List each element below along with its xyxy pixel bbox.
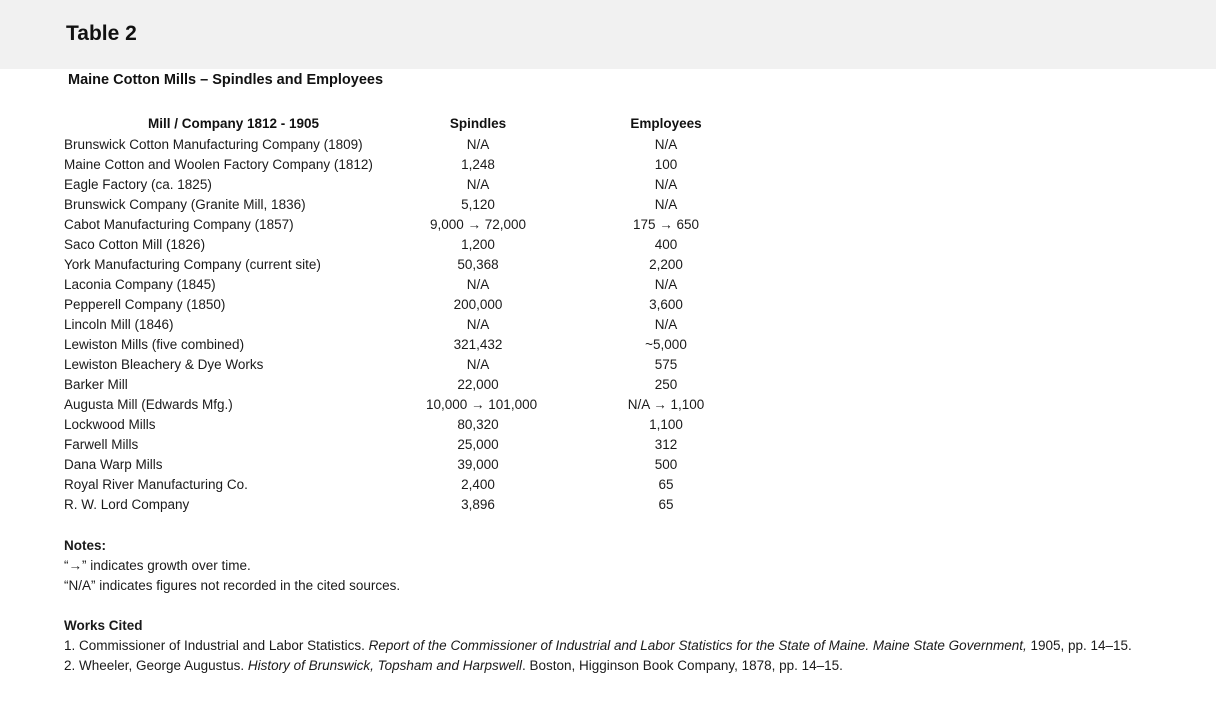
spindles-cell: 25,000	[457, 437, 499, 452]
mill-cell: Lincoln Mill (1846)	[64, 317, 174, 332]
table-row	[64, 375, 764, 395]
notes-section	[64, 536, 400, 596]
employees-cell: 1,100	[649, 417, 683, 432]
table-row	[64, 495, 764, 515]
mill-cell: Farwell Mills	[64, 437, 139, 452]
employees-cell: 575	[654, 357, 678, 372]
mill-cell: Barker Mill	[64, 377, 128, 392]
citation-title: Report of the Commissioner of Industrial and Labor Statistics for the State of Maine. Maine State Government,	[368, 638, 1027, 653]
spindles-cell: 2,400	[461, 477, 495, 492]
table-row	[64, 135, 764, 155]
mill-cell: Laconia Company (1845)	[64, 277, 216, 292]
employees-cell: N/A	[654, 197, 678, 212]
spindles-cell: 22,000	[457, 377, 499, 392]
citation-suffix: 1905, pp. 14–15.	[1026, 638, 1132, 653]
employees-cell: 250	[654, 377, 678, 392]
spindles-cell: 10,000 → 101,000	[426, 397, 538, 412]
table-row	[64, 155, 764, 175]
employees-cell: 175 → 650	[632, 217, 700, 232]
employees-cell: N/A	[654, 277, 678, 292]
spindles-cell: N/A	[466, 137, 490, 152]
works-cited-section	[64, 616, 1132, 676]
mill-cell: Eagle Factory (ca. 1825)	[64, 177, 212, 192]
table-row	[64, 215, 764, 235]
notes-title: Notes:	[64, 538, 107, 553]
table-row	[64, 395, 764, 415]
spindles-cell: N/A	[466, 177, 490, 192]
table-subtitle: Maine Cotton Mills – Spindles and Employees	[68, 72, 384, 88]
citation-entry	[64, 656, 1132, 676]
spindles-cell: 50,368	[457, 257, 499, 272]
table-row	[64, 355, 764, 375]
employees-cell: N/A	[654, 137, 678, 152]
mill-cell: Lewiston Bleachery & Dye Works	[64, 357, 264, 372]
mill-cell: Cabot Manufacturing Company (1857)	[64, 217, 294, 232]
spindles-cell: 1,248	[461, 157, 495, 172]
spindles-cell: 3,896	[461, 497, 495, 512]
table-row	[64, 455, 764, 475]
employees-cell: 400	[654, 237, 678, 252]
mill-cell: Pepperell Company (1850)	[64, 297, 226, 312]
mill-cell: Lewiston Mills (five combined)	[64, 337, 245, 352]
works-cited-title: Works Cited	[64, 618, 143, 633]
mill-cell: York Manufacturing Company (current site)	[64, 257, 321, 272]
table-row	[64, 295, 764, 315]
mill-cell: Lockwood Mills	[64, 417, 156, 432]
table-row	[64, 175, 764, 195]
employees-cell: ~5,000	[645, 337, 687, 352]
mill-cell: Maine Cotton and Woolen Factory Company (1812)	[64, 157, 373, 172]
spindles-cell: 321,432	[453, 337, 503, 352]
citation-prefix: 2. Wheeler, George Augustus.	[64, 658, 248, 673]
table-row	[64, 475, 764, 495]
table-row	[64, 235, 764, 255]
employees-cell: N/A → 1,100	[627, 397, 705, 412]
citation-suffix: . Boston, Higginson Book Company, 1878, pp. 14–15.	[521, 658, 843, 673]
spindles-cell: N/A	[466, 357, 490, 372]
table-row	[64, 315, 764, 335]
column-header-mill: Mill / Company 1812 - 1905	[148, 116, 320, 131]
employees-cell: 2,200	[649, 257, 683, 272]
employees-cell: N/A	[654, 317, 678, 332]
mill-cell: Brunswick Cotton Manufacturing Company (1809)	[64, 137, 363, 152]
mill-cell: Augusta Mill (Edwards Mfg.)	[64, 397, 233, 412]
employees-cell: 100	[654, 157, 678, 172]
mill-cell: Saco Cotton Mill (1826)	[64, 237, 206, 252]
column-header-employees: Employees	[630, 116, 702, 131]
spindles-cell: 80,320	[457, 417, 499, 432]
table-row	[64, 255, 764, 275]
employees-cell: 65	[658, 497, 674, 512]
note-line: “N/A” indicates figures not recorded in the cited sources.	[64, 578, 401, 593]
spindles-cell: 39,000	[457, 457, 499, 472]
citation-prefix: 1. Commissioner of Industrial and Labor Statistics.	[64, 638, 369, 653]
table-row	[64, 435, 764, 455]
spindles-cell: 1,200	[461, 237, 495, 252]
column-header-spindles: Spindles	[449, 116, 507, 131]
employees-cell: 500	[654, 457, 678, 472]
employees-cell: 65	[658, 477, 674, 492]
table-body	[64, 135, 764, 515]
citation-entry	[64, 636, 1132, 656]
employees-cell: 312	[654, 437, 678, 452]
spindles-cell: N/A	[466, 277, 490, 292]
table-row	[64, 415, 764, 435]
mill-cell: Royal River Manufacturing Co.	[64, 477, 248, 492]
mill-cell: Brunswick Company (Granite Mill, 1836)	[64, 197, 306, 212]
header-band	[0, 0, 1216, 69]
mill-cell: R. W. Lord Company	[64, 497, 190, 512]
page-title: Table 2	[66, 22, 137, 45]
table-row	[64, 275, 764, 295]
employees-cell: 3,600	[649, 297, 683, 312]
table-row	[64, 335, 764, 355]
spindles-cell: 200,000	[453, 297, 503, 312]
spindles-cell: 5,120	[461, 197, 495, 212]
citation-title: History of Brunswick, Topsham and Harpswell	[247, 658, 522, 673]
spindles-cell: 9,000 → 72,000	[429, 217, 527, 232]
table-row	[64, 195, 764, 215]
employees-cell: N/A	[654, 177, 678, 192]
spindles-cell: N/A	[466, 317, 490, 332]
mill-cell: Dana Warp Mills	[64, 457, 163, 472]
note-line: “→” indicates growth over time.	[64, 558, 251, 573]
